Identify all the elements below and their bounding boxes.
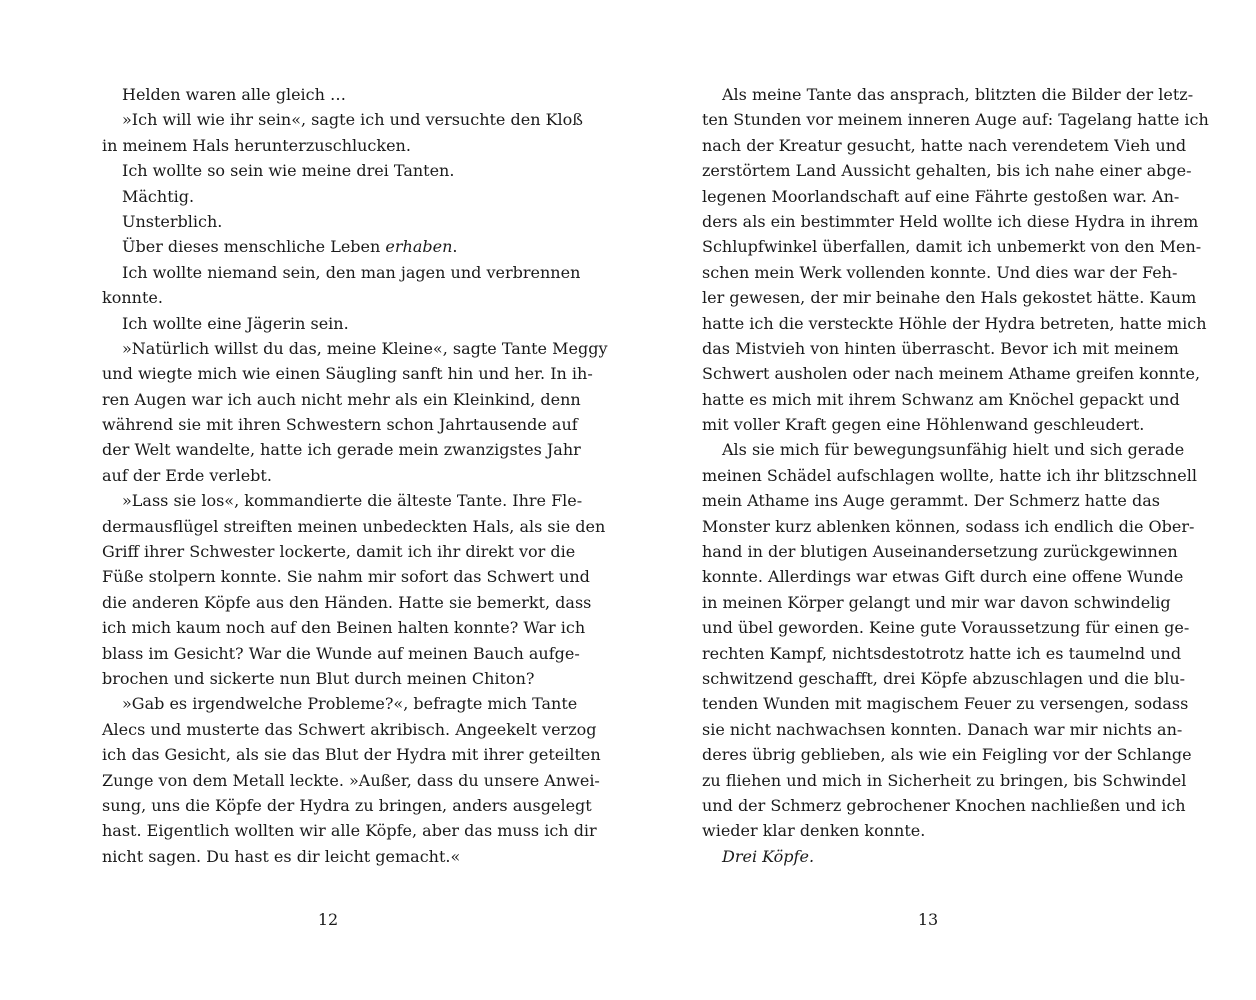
text-line [702,742,1192,767]
emphasis-text: Drei Köpfe. [722,846,815,866]
text-line-content: schen mein Werk vollenden konnte. Und dies war der Feh- [702,262,1178,282]
text-line-content: hatte ich die versteckte Höhle der Hydra betreten, hatte mich [702,313,1207,333]
text-line [102,107,583,132]
text-line [102,336,608,361]
left-page-number: 12 [317,910,339,929]
text-line [102,615,586,640]
text-line-content: das Mistvieh von hinten überrascht. Bevor ich mit meinem [702,338,1179,358]
text-line-content: ich das Gesicht, als sie das Blut der Hydra mit ihrer geteilten [102,745,601,765]
text-line [102,361,593,386]
text-line-content: mein Athame ins Auge gerammt. Der Schmerz hatte das [702,491,1160,511]
text-line [702,564,1184,589]
text-line [102,184,554,209]
text-line [702,107,1209,132]
text-line [102,158,554,183]
text-line-content: nicht sagen. Du hast es dir leicht gemacht.« [102,846,461,866]
text-line [102,768,600,793]
text-line-content: Schwert ausholen oder nach meinem Athame greifen konnte, [702,364,1201,384]
text-line [102,666,554,691]
text-line [702,234,1202,259]
text-line [102,590,592,615]
text-line [702,184,1180,209]
text-line-content: »Gab es irgendwelche Probleme?«, befragte mich Tante [122,694,578,714]
text-line-content: Unsterblich. [122,211,223,231]
text-line-content: und der Schmerz gebrochener Knochen nachließen und ich [702,795,1186,815]
text-line-content: ich mich kaum noch auf den Beinen halten konnte? War ich [102,618,586,638]
text-line-content: Alecs und musterte das Schwert akribisch. Angeekelt verzog [102,719,597,739]
text-line-content: »Lass sie los«, kommandierte die älteste Tante. Ihre Fle- [122,491,583,511]
text-line [702,590,1171,615]
right-page-text [702,82,1209,869]
text-line-content: Monster kurz ablenken können, sodass ich endlich die Ober- [702,516,1195,536]
text-line [702,361,1201,386]
text-line [102,488,583,513]
text-line [102,818,597,843]
text-line-content: in meinem Hals herunterzuschlucken. [102,135,411,155]
text-line [102,285,554,310]
text-line-content: schwitzend geschafft, drei Köpfe abzuschlagen und die blu- [702,668,1186,688]
text-line-content: der Welt wandelte, hatte ich gerade mein zwanzigstes Jahr [102,440,581,460]
text-line-content: ders als ein bestimmter Held wollte ich diese Hydra in ihrem [702,211,1199,231]
text-line [102,260,581,285]
text-line-content: Zunge von dem Metall leckte. »Außer, dass du unsere Anwei- [102,770,600,790]
text-line [102,717,597,742]
text-line [102,82,554,107]
text-line [702,387,1180,412]
text-line-content: hast. Eigentlich wollten wir alle Köpfe, aber das muss ich dir [102,821,597,841]
text-line [702,82,1194,107]
text-line-content: Füße stolpern konnte. Sie nahm mir sofort das Schwert und [102,567,590,587]
text-line-content: deres übrig geblieben, als wie ein Feigling vor der Schlange [702,745,1192,765]
text-line-content: brochen und sickerte nun Blut durch meinen Chiton? [102,668,535,688]
text-line [702,488,1160,513]
text-line [702,209,1199,234]
text-line [702,336,1179,361]
right-page-number: 13 [917,910,939,929]
text-line [102,412,578,437]
text-line [702,768,1187,793]
text-line-content: rechten Kampf, nichtsdestotrotz hatte ich es taumelnd und [702,643,1182,663]
text-line-content: sung, uns die Köpfe der Hydra zu bringen, anders ausgelegt [102,795,592,815]
text-line-content: ten Stunden vor meinem inneren Auge auf: Tagelang hatte ich [702,110,1209,130]
text-line-content: Als sie mich für bewegungsunfähig hielt und sich gerade [722,440,1185,460]
text-line-content: Über dieses menschliche Leben [122,237,386,257]
text-line-content: meinen Schädel aufschlagen wollte, hatte ich ihr blitzschnell [702,465,1197,485]
text-line-content: Helden waren alle gleich … [122,85,347,104]
text-line-content: und übel geworden. Keine gute Voraussetzung für einen ge- [702,618,1190,638]
text-line [702,691,1189,716]
text-line [102,793,592,818]
text-line-content: Schlupfwinkel überfallen, damit ich unbemerkt von den Men- [702,237,1202,257]
text-line-content: Ich wollte eine Jägerin sein. [122,313,349,333]
text-line [702,666,1186,691]
text-line-content: Ich wollte niemand sein, den man jagen und verbrennen [122,262,581,282]
text-line [702,158,1192,183]
text-line-content: Mächtig. [122,186,195,206]
text-line [102,234,554,259]
text-line-tail: . [452,237,458,257]
text-line [702,539,1178,564]
text-line [702,818,1154,843]
text-line [702,260,1178,285]
text-line-content: und wiegte mich wie einen Säugling sanft hin und her. In ih- [102,364,593,384]
right-page [628,0,1256,1000]
text-line [102,514,606,539]
text-line-content: tenden Wunden mit magischem Feuer zu versengen, sodass [702,694,1189,714]
text-line [102,133,554,158]
text-line-content: auf der Erde verlebt. [102,465,272,485]
text-line-content: konnte. Allerdings war etwas Gift durch eine offene Wunde [702,567,1184,587]
text-line-content: sie nicht nachwachsen konnten. Danach war mir nichts an- [702,719,1183,739]
text-line-content: Als meine Tante das ansprach, blitzten die Bilder der letz- [722,85,1194,104]
text-line-content: zu fliehen und mich in Sicherheit zu bringen, bis Schwindel [702,770,1187,790]
left-page-text [102,82,608,869]
text-line [702,285,1197,310]
text-line [702,514,1195,539]
text-line-content: mit voller Kraft gegen eine Höhlenwand geschleudert. [702,415,1145,435]
text-line-content: hand in der blutigen Auseinandersetzung zurückgewinnen [702,542,1178,562]
text-line-content: hatte es mich mit ihrem Schwanz am Knöchel gepackt und [702,389,1180,409]
text-line-content: dermausflügel streiften meinen unbedeckten Hals, als sie den [102,516,606,536]
text-line-content: in meinen Körper gelangt und mir war davon schwindelig [702,592,1171,612]
text-line-content: wieder klar denken konnte. [702,821,926,841]
text-line [102,691,578,716]
text-line [102,437,581,462]
text-line [102,564,590,589]
text-line-content: während sie mit ihren Schwestern schon Jahrtausende auf [102,415,578,435]
text-line [102,742,601,767]
text-line-content: »Natürlich willst du das, meine Kleine«, sagte Tante Meggy [122,338,608,358]
text-line [702,311,1207,336]
text-line-content: nach der Kreatur gesucht, hatte nach verendetem Vieh und [702,135,1187,155]
text-line [702,615,1190,640]
text-line [702,437,1185,462]
text-line [702,844,1154,869]
text-line [102,387,581,412]
text-line-content: konnte. [102,288,163,308]
text-line [102,311,554,336]
text-line [702,463,1197,488]
text-line [702,793,1186,818]
text-line [702,412,1154,437]
text-line [102,641,580,666]
text-line-content: »Ich will wie ihr sein«, sagte ich und versuchte den Kloß [122,110,583,130]
text-line [102,209,554,234]
text-line-content: ler gewesen, der mir beinahe den Hals gekostet hätte. Kaum [702,288,1197,308]
text-line-content: Griff ihrer Schwester lockerte, damit ich ihr direkt vor die [102,542,576,562]
text-line [102,844,554,869]
text-line-content: die anderen Köpfe aus den Händen. Hatte sie bemerkt, dass [102,592,592,612]
text-line [702,717,1183,742]
text-line-content: Ich wollte so sein wie meine drei Tanten. [122,161,455,181]
text-line-content: blass im Gesicht? War die Wunde auf meinen Bauch aufge- [102,643,580,663]
text-line-content: zerstörtem Land Aussicht gehalten, bis ich nahe einer abge- [702,161,1192,181]
text-line-content: ren Augen war ich auch nicht mehr als ein Kleinkind, denn [102,389,581,409]
text-line [102,463,554,488]
text-line [702,133,1187,158]
emphasis-text: erhaben [385,237,453,257]
text-line-content: legenen Moorlandschaft auf eine Fährte gestoßen war. An- [702,186,1180,206]
text-line [102,539,576,564]
text-line [702,641,1182,666]
